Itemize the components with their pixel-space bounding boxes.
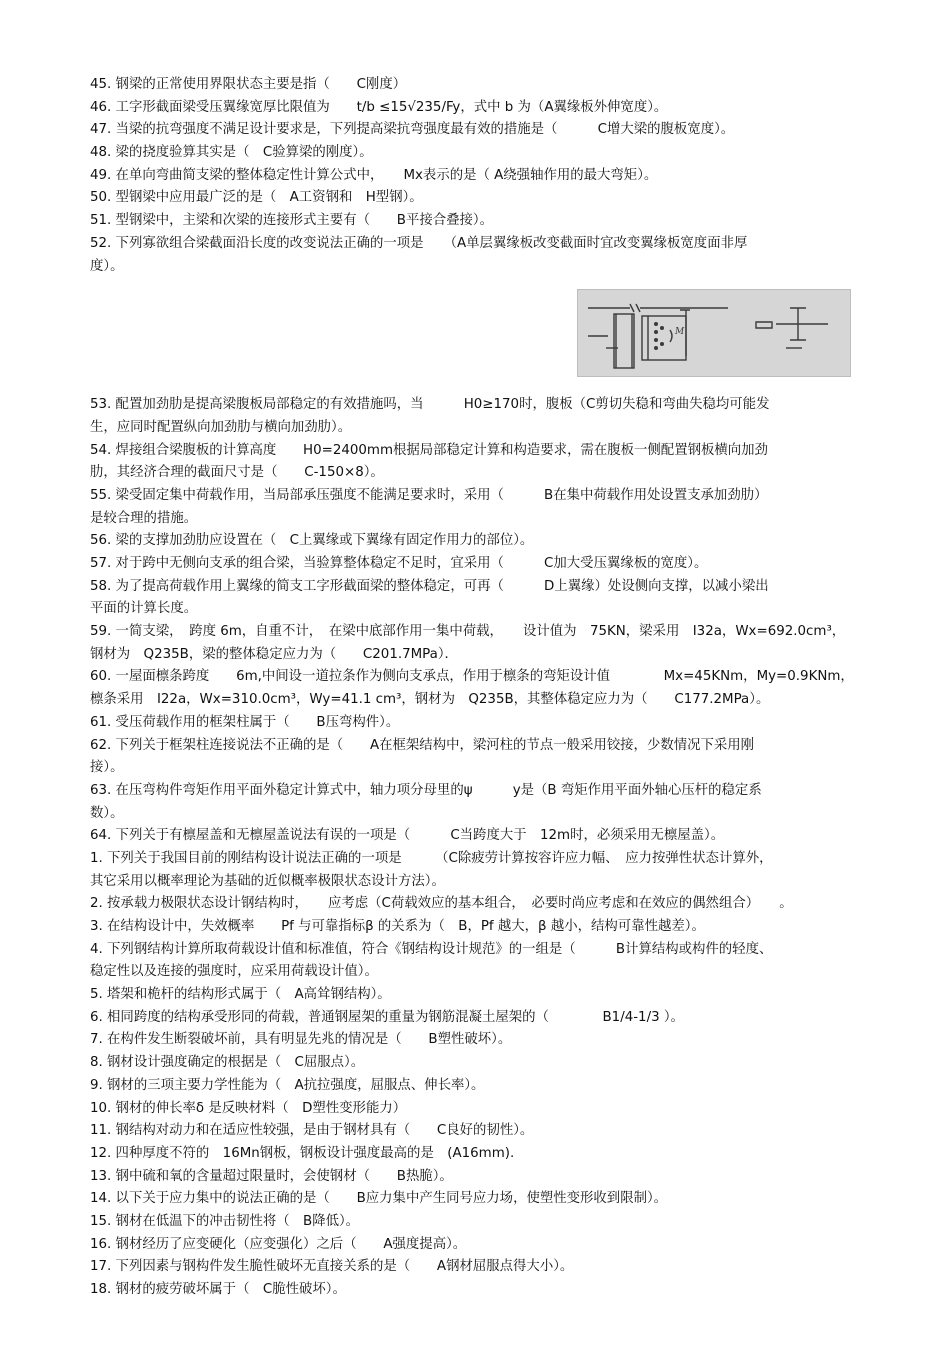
text-line: 57. 对于跨中无侧向支承的组合梁，当验算整体稳定不足时，宜采用（ C加大受压翼缘板的宽度）。: [90, 556, 708, 571]
text-line: 2. 按承载力极限状态设计钢结构时， 应考虑（C荷载效应的基本组合， 必要时尚应考虑和在效应的偶然组合） 。: [90, 896, 793, 912]
text-line: 45. 钢梁的正常使用界限状态主要是指（ C刚度）: [90, 77, 407, 92]
bolt-2: [654, 330, 658, 334]
text-line: 3. 在结构设计中，失效概率 Pf 与可靠指标β 的关系为（ B，Pf 越大，β 越小，结构可靠性越差）。: [90, 919, 705, 934]
text-line: 10. 钢材的伸长率δ 是反映材料（ D塑性变形能力）: [90, 1100, 407, 1116]
text-line: 钢材为 Q235B，梁的整体稳定应力为（ C201.7MPa）．: [90, 646, 458, 662]
text-line: 6. 相同跨度的结构承受形同的荷载，普通钢屋架的重量为钢筋混凝土屋架的（ B1/4-1/3 ）。: [90, 1009, 684, 1025]
stiffener-diagram-svg: [578, 290, 850, 376]
text-line: 肋，其经济合理的截面尺寸是（ C-150×8）。: [90, 465, 384, 481]
text-line: 61. 受压荷载作用的框架柱属于（ B压弯构件）。: [90, 714, 400, 730]
column-web: [614, 314, 634, 368]
text-line: 62. 下列关于框架柱连接说法不正确的是（ A在框架结构中，梁河柱的节点一般采用铰接，少数情况下采用刚: [90, 737, 755, 753]
stiffener-diagram: [577, 289, 851, 377]
text-line: 是较合理的措施。: [90, 510, 198, 526]
text-line: 59. 一简支梁， 跨度 6m，自重不计， 在梁中底部作用一集中荷载， 设计值为 75KN，梁采用 I32a，Wx=692.0cm³，: [90, 624, 846, 640]
bolt-1: [654, 322, 658, 326]
text-line: 4. 下列钢结构计算所取荷载设计值和标准值，符合《钢结构设计规范》的一组是（ B计算结构或构件的轻度、: [90, 941, 773, 957]
text-line: 生，应同时配置纵向加劲肋与横向加劲肋）。: [90, 419, 352, 435]
bolt-4: [654, 346, 658, 350]
text-line: 12. 四种厚度不符的 16Mn钢板，钢板设计强度最高的是 (A16mm).: [90, 1145, 515, 1161]
text-line: 接）。: [90, 760, 124, 776]
text-line: 7. 在构件发生断裂破坏前，具有明显先兆的情况是（ B塑性破坏）。: [90, 1032, 512, 1048]
text-line: 稳定性以及连接的强度时，应采用荷载设计值）。: [90, 964, 378, 980]
text-line: 其它采用以概率理论为基础的近似概率极限状态设计方法）。: [90, 873, 445, 889]
text-line: 58. 为了提高荷载作用上翼缘的简支工字形截面梁的整体稳定，可再（ D上翼缘）处设侧向支撑，以减小梁出: [90, 578, 769, 594]
text-line: 1. 下列关于我国目前的刚结构设计说法正确的一项是 （C除疲劳计算按容许应力幅、 应力按弹性状态计算外，: [90, 850, 773, 866]
text-line: 52. 下列寡欲组合梁截面沿长度的改变说法正确的一项是 （A单层翼缘板改变截面时宜改变翼缘板宽度面非厚: [90, 235, 748, 251]
text-line: 55. 梁受固定集中荷载作用，当局部承压强度不能满足要求时，采用（ B在集中荷载作用处设置支承加劲肋）: [90, 487, 768, 503]
text-line: 49. 在单向弯曲简支梁的整体稳定性计算公式中， Mx表示的是（ A绕强轴作用的最大弯矩）。: [90, 167, 658, 183]
text-line: 48. 梁的挠度验算其实是（ C验算梁的刚度）。: [90, 145, 373, 161]
text-line: 47. 当梁的抗弯强度不满足设计要求是，下列提高梁抗弯强度最有效的措施是（ C增大梁的腹板宽度）。: [90, 122, 735, 138]
side-cap: [756, 322, 772, 328]
text-line: 18. 钢材的疲劳破坏属于（ C脆性破坏）。: [90, 1282, 346, 1297]
bolt-3: [654, 338, 658, 342]
text-line: 14. 以下关于应力集中的说法正确的是（ B应力集中产生同号应力场，使塑性变形收到限制）。: [90, 1191, 668, 1207]
text-line: 5. 塔架和桅杆的结构形式属于（ A高耸钢结构）。: [90, 987, 391, 1003]
break-mark-top: [630, 304, 640, 312]
moment-arrow-icon: [670, 330, 672, 342]
text-line: 63. 在压弯构件弯矩作用平面外稳定计算式中，轴力项分母里的ψ y是（B 弯矩作用平面外轴心压杆的稳定系: [90, 782, 762, 798]
questions-45-52: [90, 74, 870, 278]
text-line: 平面的计算长度。: [90, 601, 198, 617]
text-line: 46. 工字形截面梁受压翼缘宽厚比限值为 t/b ≤15√235/Fy，式中 b 为（A翼缘板外伸宽度）。: [90, 99, 668, 115]
text-line: 54. 焊接组合梁腹板的计算高度 H0=2400mm根据局部稳定计算和构造要求，需在腹板一侧配置钢板横向加劲: [90, 442, 768, 458]
text-line: 53. 配置加劲肋是提高梁腹板局部稳定的有效措施吗，当 H0≥170时，腹板（C剪切失稳和弯曲失稳均可能发: [90, 397, 770, 413]
text-line: 60. 一屋面檩条跨度 6m,中间设一道拉条作为侧向支承点，作用于檩条的弯矩设计值 Mx=45KNm，My=0.9KNm，: [90, 669, 854, 685]
text-line: 数）。: [90, 805, 124, 821]
column-flanges: [616, 314, 632, 368]
text-line: 13. 钢中硫和氧的含量超过限量时，会使钢材（ B热脆）。: [90, 1168, 453, 1184]
text-line: 50. 型钢梁中应用最广泛的是（ A工资钢和 H型钢）。: [90, 190, 423, 206]
bolt-5: [660, 326, 664, 330]
text-line: 度）。: [90, 258, 124, 274]
text-line: 17. 下列因素与钢构件发生脆性破坏无直接关系的是（ A钢材屈服点得大小）。: [90, 1259, 574, 1275]
questions-53-onward: [90, 394, 870, 1302]
text-line: 9. 钢材的三项主要力学性能为（ A抗拉强度，屈服点、伸长率）。: [90, 1077, 485, 1093]
question-list: [90, 74, 870, 1302]
text-line: 16. 钢材经历了应变硬化（应变强化）之后（ A强度提高）。: [90, 1236, 467, 1252]
moment-label: M: [675, 327, 685, 337]
text-line: 檩条采用 I22a，Wx=310.0cm³，Wy=41.1 cm³，钢材为 Q235B，其整体稳定应力为（ C177.2MPa）。: [90, 692, 770, 708]
text-line: 64. 下列关于有檩屋盖和无檩屋盖说法有误的一项是（ C当跨度大于 12m时，必须采用无檩屋盖）。: [90, 828, 725, 844]
text-line: 11. 钢结构对动力和在适应性较强，是由于钢材具有（ C良好的韧性）。: [90, 1123, 534, 1139]
text-line: 8. 钢材设计强度确定的根据是（ C屈服点）。: [90, 1055, 365, 1071]
text-line: 51. 型钢梁中，主梁和次梁的连接形式主要有（ B平接合叠接）。: [90, 213, 493, 229]
bolt-6: [660, 342, 664, 346]
text-line: 56. 梁的支撑加劲肋应设置在（ C上翼缘或下翼缘有固定作用力的部位）。: [90, 533, 534, 549]
text-line: 15. 钢材在低温下的冲击韧性将（ B降低）。: [90, 1213, 360, 1229]
